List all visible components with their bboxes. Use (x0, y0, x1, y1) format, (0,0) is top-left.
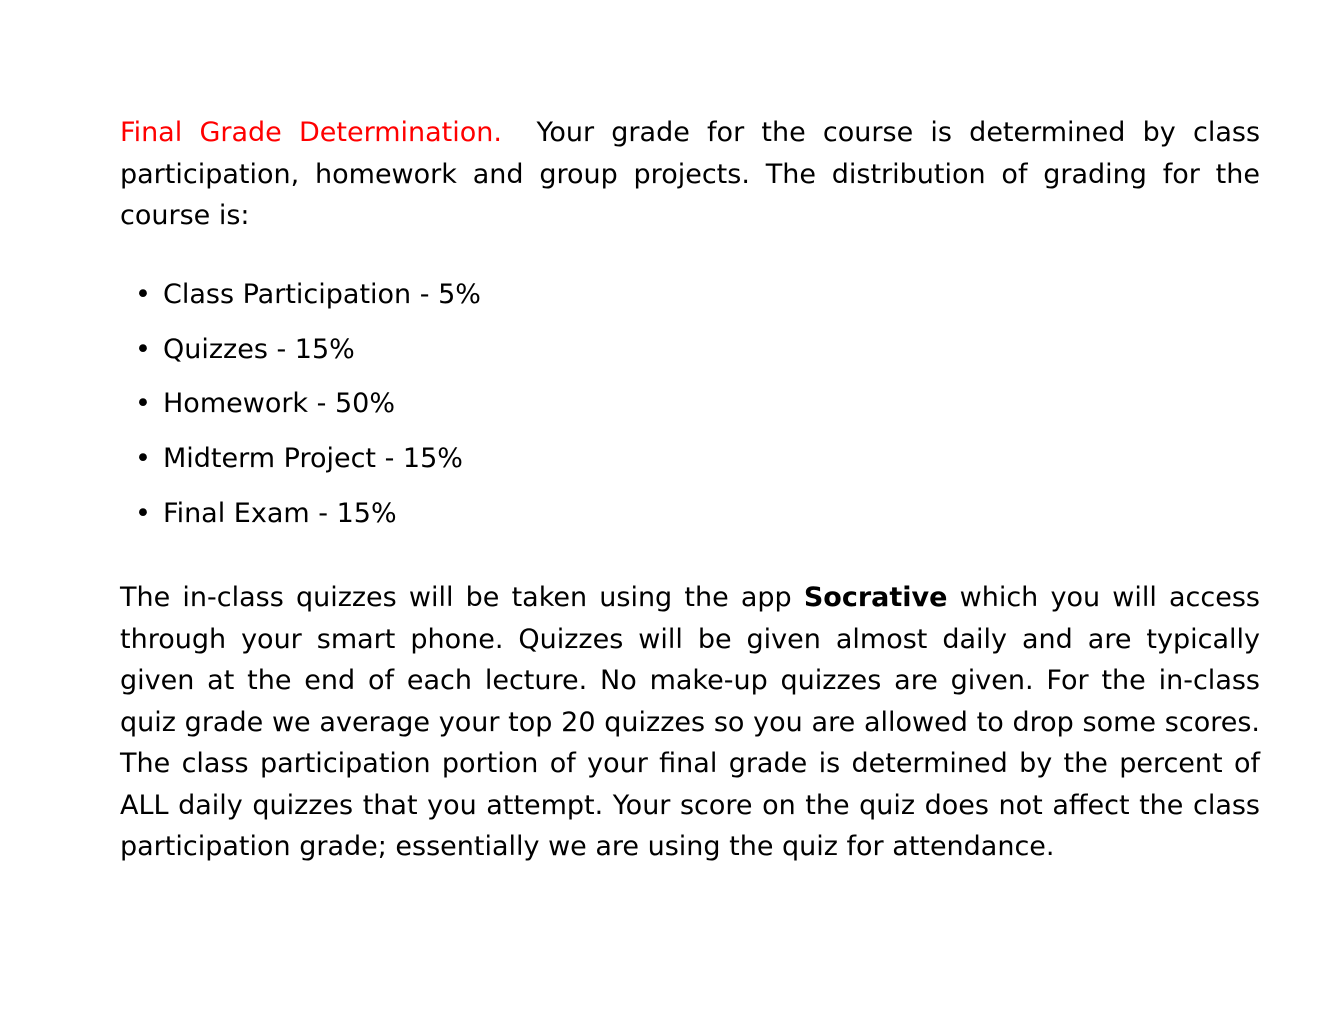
intro-text: Your grade for the course is determined by class participation, homework and group projects. The distribution of grading for the course is: (120, 117, 1261, 231)
bullet-icon: • (135, 279, 151, 310)
section-heading: Final Grade Determination. (120, 117, 502, 148)
list-item: • Class Participation - 5% (135, 274, 481, 329)
bullet-icon: • (135, 333, 151, 365)
bullet-icon: • (135, 497, 151, 529)
grade-distribution-list (135, 274, 481, 547)
app-name: Socrative (803, 582, 948, 613)
list-item: • Final Exam - 15% (135, 493, 481, 548)
list-item: • Quizzes - 15% (135, 329, 481, 384)
intro-paragraph (120, 112, 1260, 237)
quiz-paragraph: The in-class quizzes will be taken using the app Socrative which you will access through your smart phone. Quizzes will be given almost daily and are typically given at the end of each lecture. No make-up quizzes are given. For the in-class quiz grade we average your top 20 quizzes so you are allowed to drop some scores. The class participation portion of your final grade is determined by the percent of ALL daily quizzes that you attempt. Your score on the quiz does not affect the class participation grade; essentially we are using the quiz for attendance. (120, 582, 1260, 862)
list-item: • Homework - 50% (135, 383, 481, 438)
bullet-icon: • (135, 388, 151, 420)
bullet-icon: • (135, 443, 151, 475)
list-item: • Midterm Project - 15% (135, 438, 481, 493)
